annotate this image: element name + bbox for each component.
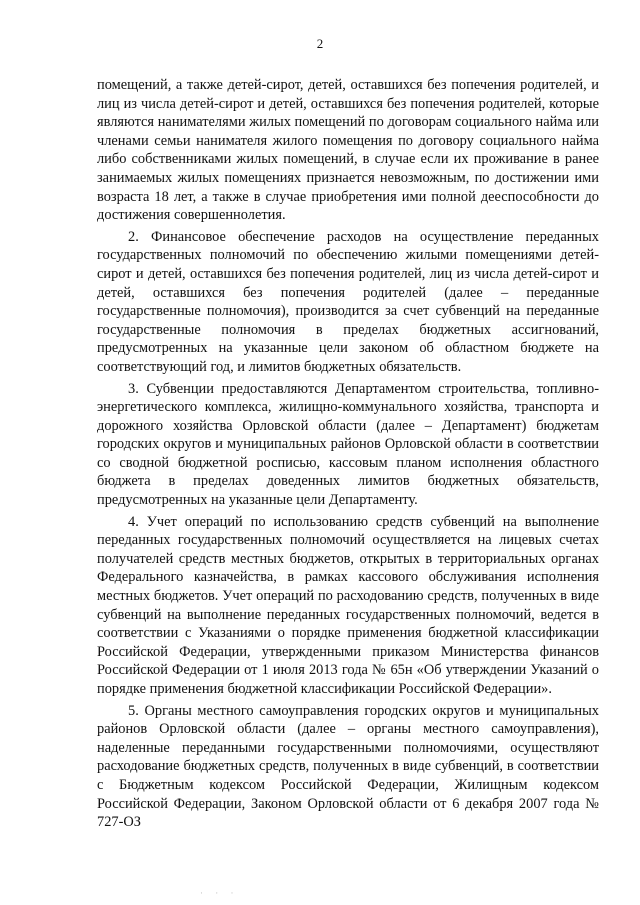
paragraph-item-5: 5. Органы местного самоуправления городских округов и муниципальных районов Орловской области (далее – органы местного самоуправления), наделенные переданными государственными полномочиями, осуществляют расходование бюджетных средств, полученных в виде субвенций, в соответствии с Бюджетным кодексом Российской Федерации, Жилищным кодексом Российской Федерации, Законом Орловской области от 6 декабря 2007 года № 727-ОЗ — [97, 702, 599, 831]
page-number: 2 — [316, 36, 324, 51]
paragraph-item-4: 4. Учет операций по использованию средств субвенций на выполнение переданных государственных полномочий осуществляется на лицевых счетах получателей средств местных бюджетов, открытых в территориальных органах Федерального казначейства, в рамках кассового обслуживания исполнения местных бюджетов. Учет операций по расходованию средств, полученных в виде субвенций на выполнение переданных государственных полномочий, ведется в соответствии с Указаниями о порядке применения бюджетной классификации Российской Федерации, утвержденными приказом Министерства финансов Российской Федерации от 1 июля 2013 года № 65н «Об утверждении Указаний о порядке применения бюджетной классификации Российской Федерации». — [97, 513, 599, 697]
scan-specks: · · · — [200, 888, 239, 898]
paragraph-item-3: 3. Субвенции предоставляются Департаментом строительства, топливно-энергетического комплекса, жилищно-коммунального хозяйства, транспорта и дорожного хозяйства Орловской области (далее – Департамент) бюджетам городских округов и муниципальных районов Орловской области в соответствии со сводной бюджетной росписью, кассовым планом исполнения областного бюджета в пределах доведенных лимитов бюджетных обязательств, предусмотренных на указанные цели Департаменту. — [97, 380, 599, 509]
paragraph-item-2: 2. Финансовое обеспечение расходов на осуществление переданных государственных полномочий по обеспечению жилыми помещениями детей-сирот и детей, оставшихся без попечения родителей, лиц из числа детей-сирот и детей, оставшихся без попечения родителей (далее – переданные государственные полномочия), производится за счет субвенций на переданные государственные полномочия в пределах бюджетных ассигнований, предусмотренных на указанные цели законом об областном бюджете на соответствующий год, и лимитов бюджетных обязательств. — [97, 228, 599, 375]
document-body — [97, 76, 599, 832]
paragraph-continuation: помещений, а также детей-сирот, детей, оставшихся без попечения родителей, и лиц из числа детей-сирот и детей, оставшихся без попечения родителей, которые являются нанимателями жилых помещений по договорам социального найма или членами семьи нанимателя жилого помещения по договору социального найма либо собственниками жилых помещений, в случае если их проживание в ранее занимаемых жилых помещениях признается невозможным, по достижении ими возраста 18 лет, а также в случае приобретения ими полной дееспособности до достижения совершеннолетия. — [97, 77, 599, 224]
